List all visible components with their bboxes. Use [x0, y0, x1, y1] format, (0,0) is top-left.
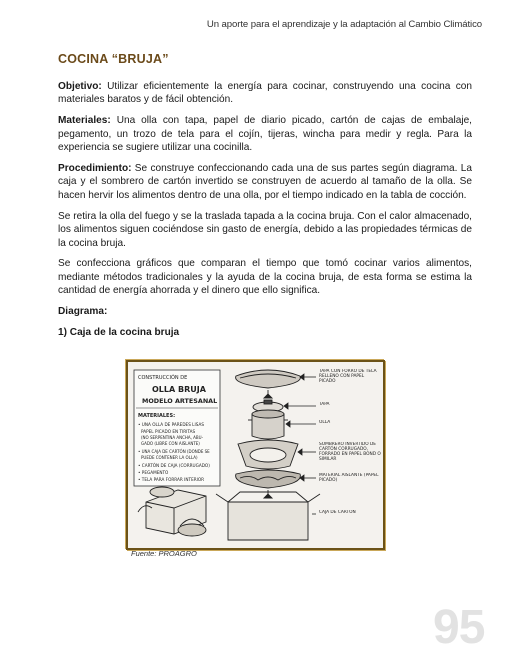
assembled-cooker-sketch	[138, 487, 206, 536]
panel-heading: CONSTRUCCIÓN DE	[138, 375, 188, 381]
body-text	[58, 80, 472, 346]
procedimiento-label: Procedimiento:	[58, 163, 132, 175]
objetivo-paragraph	[58, 80, 472, 107]
objetivo-text: Utilizar eficientemente la energía para cocinar, construyendo una cocina con materiales baratos y de fácil obtención.	[58, 81, 472, 106]
label-box: CAJA DE CARTÓN	[319, 510, 356, 515]
diagram-figure	[126, 360, 385, 550]
material-item: GADO (LIBRE CON AISLANTE)	[141, 441, 200, 446]
running-header: Un aporte para el aprendizaje y la adaptación al Cambio Climático	[206, 19, 482, 30]
panel-title-1: OLLA BRUJA	[152, 385, 206, 394]
diagrama-label: Diagrama:	[58, 306, 108, 318]
materiales-label: Materiales:	[58, 115, 111, 127]
figure-caption: Fuente: PROAGRO	[131, 549, 197, 558]
objetivo-label: Objetivo:	[58, 81, 102, 92]
materiales-text: Una olla con tapa, papel de diario picado, cartón de cajas de embalaje, pegamento, un trozo de tela para el cojín, tijeras, wincha para medir y regla. Para la experiencia se sugiere utilizar una cocinilla.	[58, 115, 472, 154]
material-item: • CARTÓN DE CAJA (CORRUGADO)	[138, 463, 210, 468]
material-item: PUEDE CONTENER LA OLLA)	[141, 455, 198, 460]
procedimiento-paragraph	[58, 162, 472, 202]
paragraph-graficos: Se confecciona gráficos que comparan el tiempo que tomó cocinar varios alimentos, mediante métodos tradicionales y la ayuda de la cocina bruja, de esta forma se estima la cantidad de energía ahorrada y el dinero que ello significa.	[58, 258, 472, 297]
materials-heading: MATERIALES:	[138, 413, 176, 419]
material-item: • PEGAMENTO	[138, 470, 169, 475]
diagram-labels	[319, 369, 381, 518]
section-title: COCINA “BRUJA”	[58, 52, 169, 66]
panel-title-2: MODELO ARTESANAL	[142, 397, 218, 405]
material-item: • TELA PARA FORRAR INTERIOR	[138, 477, 205, 482]
material-item: • UNA CAJA DE CARTÓN (DONDE SE	[138, 449, 210, 454]
materiales-paragraph	[58, 114, 472, 154]
label-inverted-hat: SOMBRERO INVERTIDO DE CARTÓN CORRUGADO, FORRADO EN PAPEL BOND O SIMILAR	[319, 442, 381, 462]
materials-panel	[134, 370, 220, 486]
material-item: (NO SERPENTINA ANCHA, ABU-	[141, 435, 204, 440]
label-insulation: MATERIAL AISLANTE (PAPEL PICADO)	[319, 473, 379, 483]
label-lid: TAPA	[319, 402, 330, 407]
subsection-heading: 1) Caja de la cocina bruja	[58, 326, 180, 338]
procedimiento-text: Se construye confeccionando cada una de sus partes según diagrama. La caja y el sombrero de cartón invertido se construyen de acuerdo al tamaño de la olla. Se hacen hervir los alimentos dentro de una olla, por el tiempo indicado en la tabla de cocción.	[58, 163, 472, 201]
page-number: 95	[433, 601, 485, 654]
label-pot: OLLA	[319, 420, 331, 425]
exploded-view	[216, 370, 320, 540]
paragraph-retira: Se retira la olla del fuego y se la traslada tapada a la cocina bruja. Con el calor almacenado, los alimentos siguen cociéndose sin gasto de energía, debido a las propiedades térmicas de la cocina bruja.	[58, 210, 472, 249]
diagram-drawing	[128, 362, 383, 548]
label-cushion: TAPA CON FORRO DE TELA RELLENO CON PAPEL PICADO	[319, 369, 377, 384]
material-item: • UNA OLLA DE PAREDES LISAS	[138, 422, 205, 427]
material-item: PAPEL PICADO EN TIRITAS	[141, 429, 196, 434]
